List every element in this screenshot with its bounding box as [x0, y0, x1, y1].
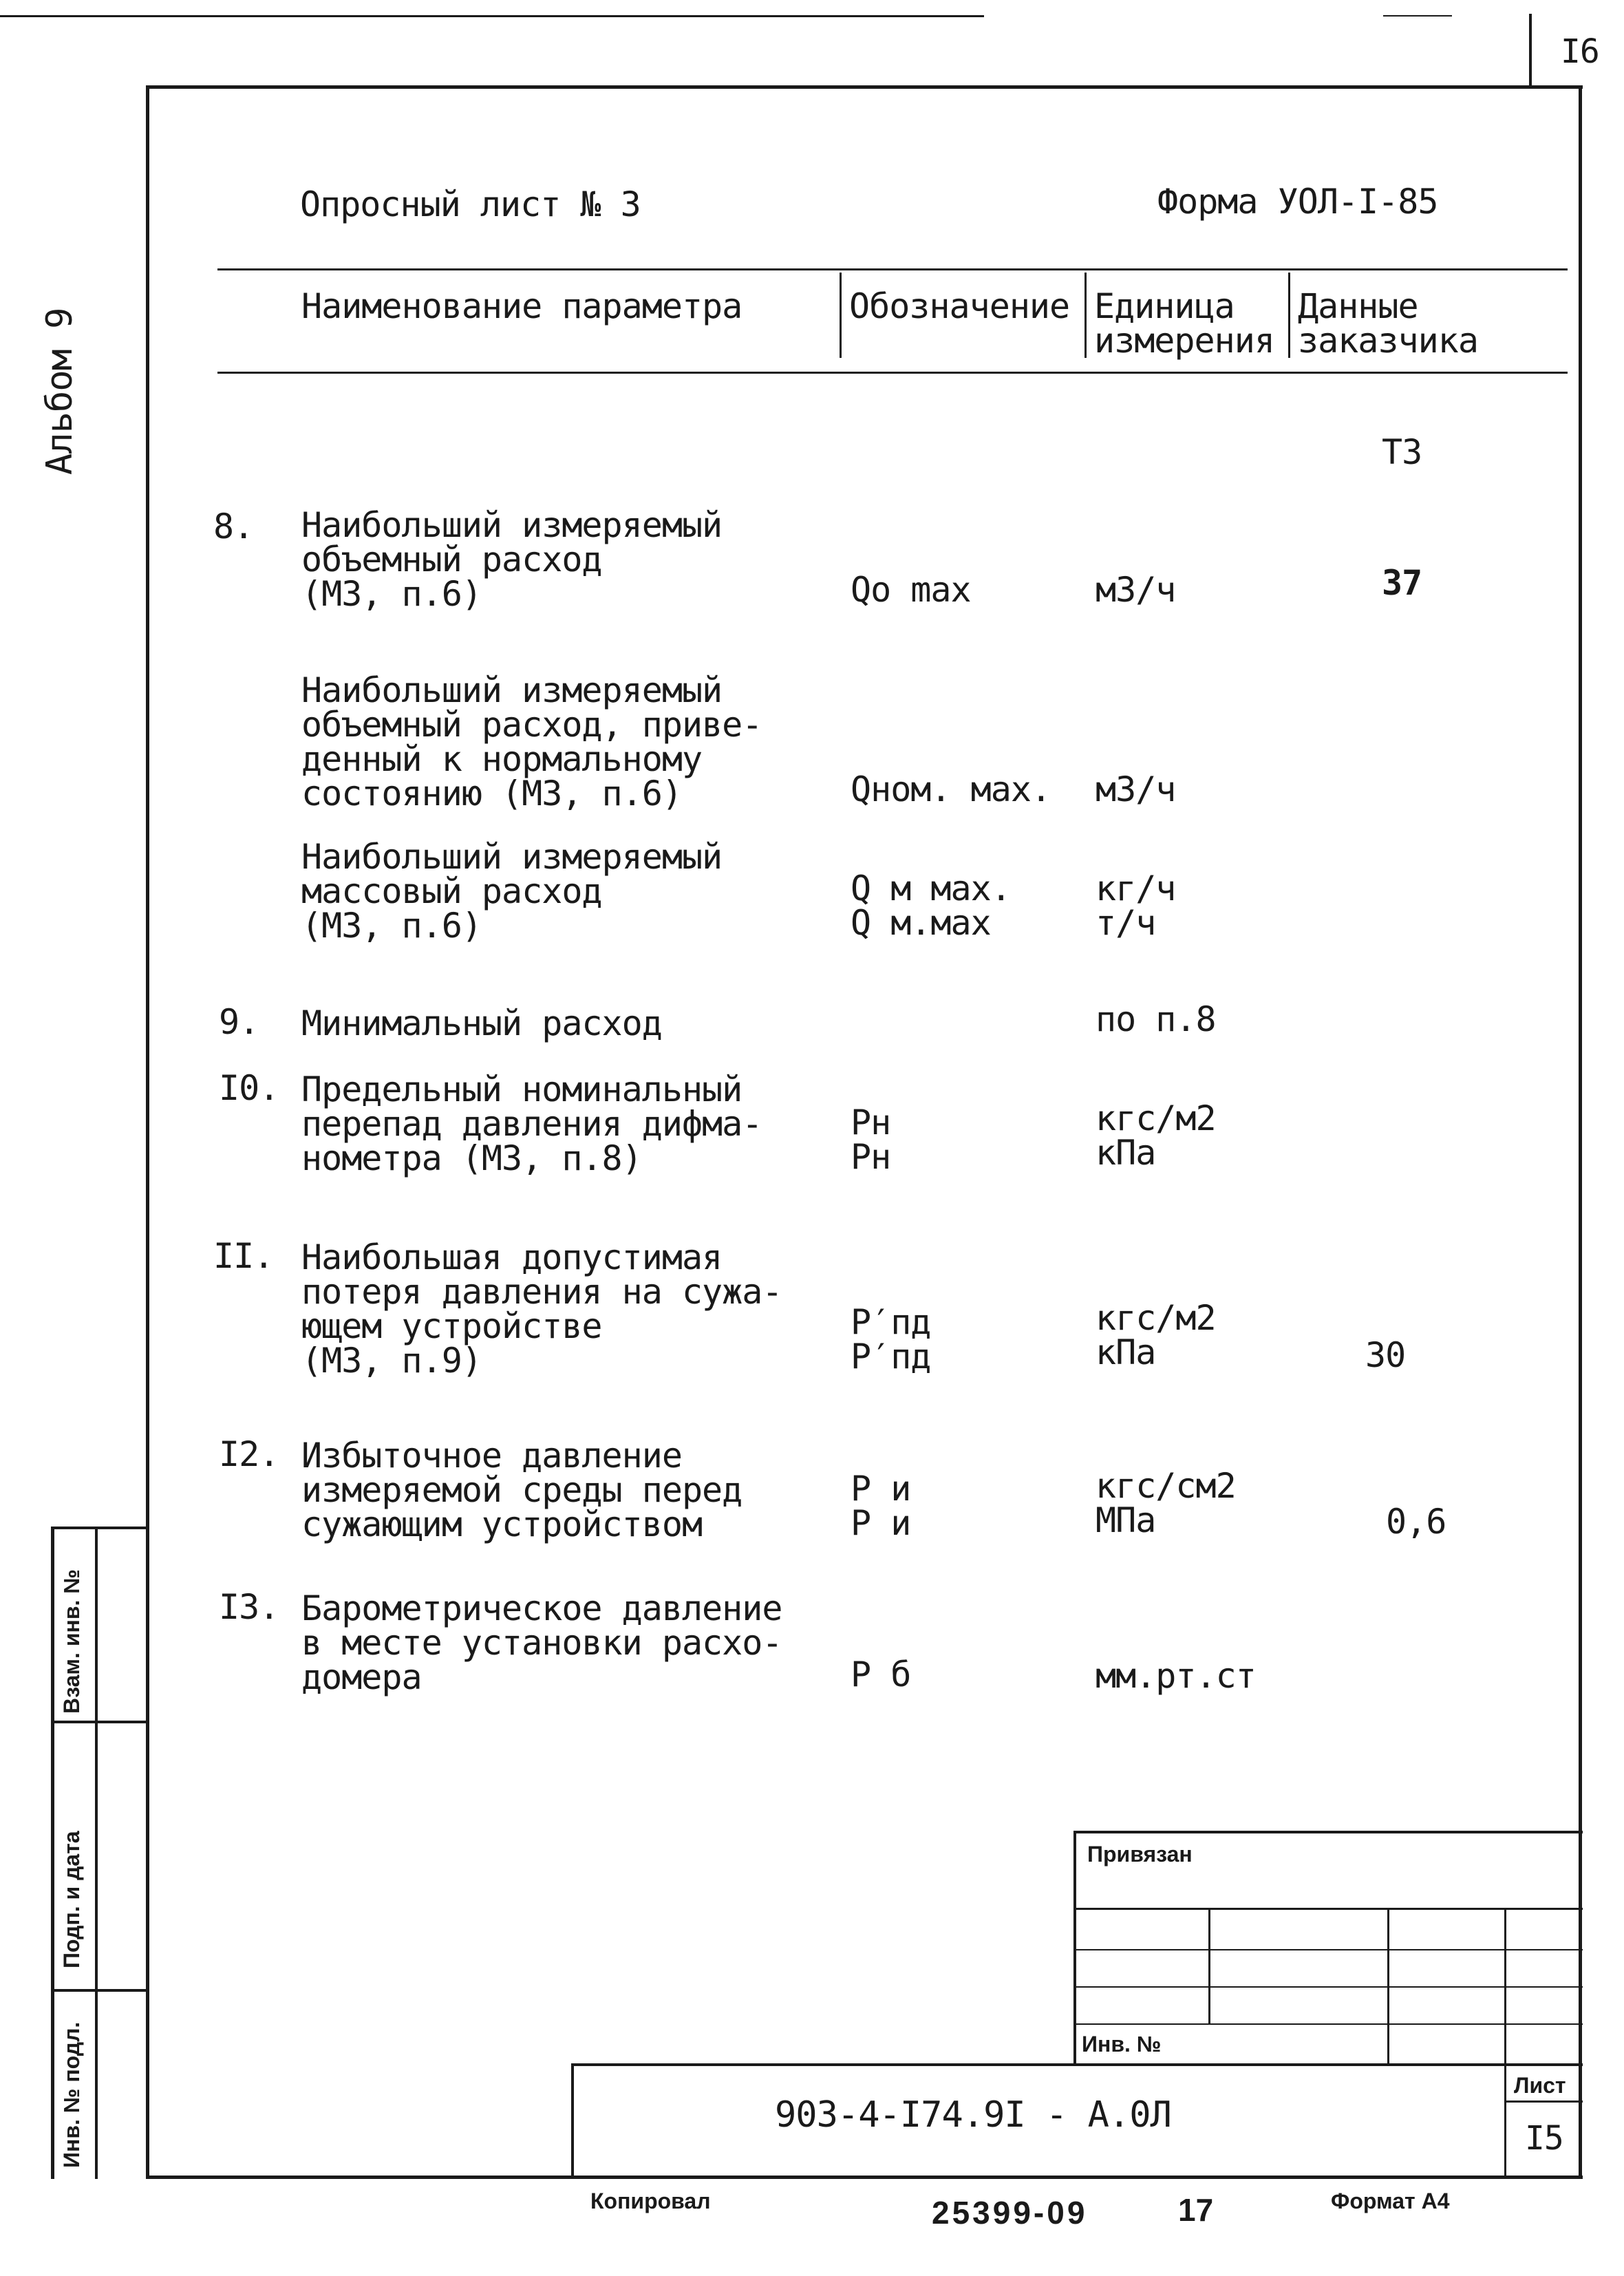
- param-name: Наибольшая допустимая потеря давления на сужа- ющем устройстве (МЗ, п.9): [301, 1237, 782, 1381]
- stamp-row-1: [1073, 1908, 1583, 1910]
- stamp-row-3: [1073, 1986, 1583, 1988]
- side-stamp-left: [51, 1527, 54, 2179]
- sheet-label: Лист: [1514, 2073, 1566, 2098]
- copied-label: Копировал: [590, 2189, 711, 2213]
- param-symbol: Р и Р и: [851, 1469, 911, 1543]
- stamp-col-2: [1387, 1908, 1389, 2065]
- header-divider-2: [1085, 273, 1087, 358]
- stamp-col-1: [1208, 1908, 1210, 2023]
- param-name: Наибольший измеряемый массовый расход (МЗ, п.6): [301, 837, 723, 946]
- param-name: Наибольший измеряемый объемный расход (МЗ, п.6): [301, 505, 723, 614]
- top-rule-left: [0, 15, 984, 17]
- album-label: Альбом 9: [39, 308, 81, 475]
- header-unit: Единица измерения: [1094, 286, 1274, 361]
- param-unit: м3/ч: [1096, 570, 1176, 610]
- param-symbol: Рн Рн: [851, 1103, 891, 1177]
- param-unit: кгс/м2 кПа: [1096, 1098, 1216, 1173]
- page-number-box-left: [1529, 14, 1532, 85]
- podp-data-label: Подп. и дата: [59, 1831, 84, 1968]
- param-name: Минимальный расход: [301, 1003, 662, 1043]
- stamp-row-2: [1073, 1949, 1583, 1950]
- doc-code: 903-4-I74.9I - А.0Л: [775, 2094, 1171, 2136]
- table-header-top-rule: [217, 268, 1568, 270]
- side-stamp-row-1: [51, 1721, 149, 1723]
- inv-label: Инв. №: [1082, 2032, 1162, 2056]
- archive-number: 25399-09: [932, 2195, 1088, 2231]
- param-symbol: Р′пд Р′пд: [851, 1302, 931, 1376]
- side-stamp-row-2: [51, 1989, 149, 1992]
- inv-podl-label: Инв. № подл.: [59, 2021, 84, 2168]
- form-title: Опросный лист № 3: [300, 184, 641, 224]
- stamp-left: [1073, 1831, 1076, 2065]
- top-rule-right: [1383, 15, 1452, 17]
- param-name: Предельный номинальный перепад давления дифма- нометра (МЗ, п.8): [301, 1070, 762, 1178]
- vzam-inv-label: Взам. инв. №: [59, 1569, 84, 1714]
- param-value: 0,6: [1386, 1502, 1446, 1542]
- param-unit: по п.8: [1096, 999, 1216, 1039]
- param-unit: кгс/см2 МПа: [1096, 1466, 1236, 1540]
- stamp-row-4: [1073, 2023, 1583, 2025]
- format-label: Формат А4: [1331, 2189, 1450, 2213]
- side-stamp-top: [51, 1527, 149, 1529]
- param-symbol: Qo max: [851, 570, 971, 610]
- param-symbol: Q м мах. Q м.мах: [851, 869, 1011, 943]
- row-number: I2.: [219, 1434, 279, 1474]
- table-header-bottom-rule: [217, 372, 1568, 374]
- param-name: Избыточное давление измеряемой среды перед сужающим устройством: [301, 1436, 742, 1544]
- title-block-left: [571, 2063, 574, 2179]
- row-number: II.: [213, 1236, 274, 1276]
- page-number-top: I6: [1561, 32, 1599, 71]
- sheet-label-rule: [1504, 2100, 1583, 2103]
- param-unit: кг/ч т/ч: [1096, 869, 1176, 943]
- header-divider-1: [840, 273, 842, 358]
- frame-bottom: [146, 2176, 1583, 2179]
- stamp-top: [1073, 1831, 1583, 1833]
- frame-right: [1579, 85, 1582, 2179]
- side-stamp-divider: [95, 1527, 98, 2179]
- bound-label: Привязан: [1087, 1842, 1193, 1866]
- param-symbol: Qном. мах.: [851, 769, 1051, 809]
- param-name: Наибольший измеряемый объемный расход, приве- денный к нормальному состоянию (МЗ, п.6): [301, 670, 762, 813]
- row-number: 9.: [219, 1002, 259, 1042]
- param-value: 37: [1382, 563, 1422, 603]
- frame-top: [146, 85, 1583, 89]
- title-block-top: [571, 2063, 1583, 2066]
- param-name: Барометрическое давление в месте установки расхо- домера: [301, 1588, 782, 1697]
- row-number: I0.: [219, 1068, 279, 1108]
- header-data: Данные заказчика: [1298, 286, 1478, 361]
- param-value: 30: [1365, 1335, 1406, 1375]
- header-param: Наименование параметра: [301, 286, 742, 326]
- frame-left: [146, 85, 149, 2179]
- header-divider-3: [1288, 273, 1290, 358]
- param-symbol: Р б: [851, 1655, 911, 1694]
- sheet-mark: 17: [1178, 2192, 1214, 2228]
- param-unit: кгс/м2 кПа: [1096, 1298, 1216, 1372]
- row-number: 8.: [213, 507, 254, 546]
- header-symbol: Обозначение: [849, 286, 1070, 326]
- row-number: I3.: [219, 1587, 279, 1627]
- sheet-number: I5: [1525, 2119, 1563, 2158]
- stamp-col-3: [1504, 1908, 1506, 2179]
- param-unit: м3/ч: [1096, 769, 1176, 809]
- form-code: Форма УОЛ-I-85: [1157, 182, 1438, 222]
- param-unit: мм.рт.ст: [1096, 1656, 1256, 1696]
- tz-label: ТЗ: [1382, 432, 1422, 472]
